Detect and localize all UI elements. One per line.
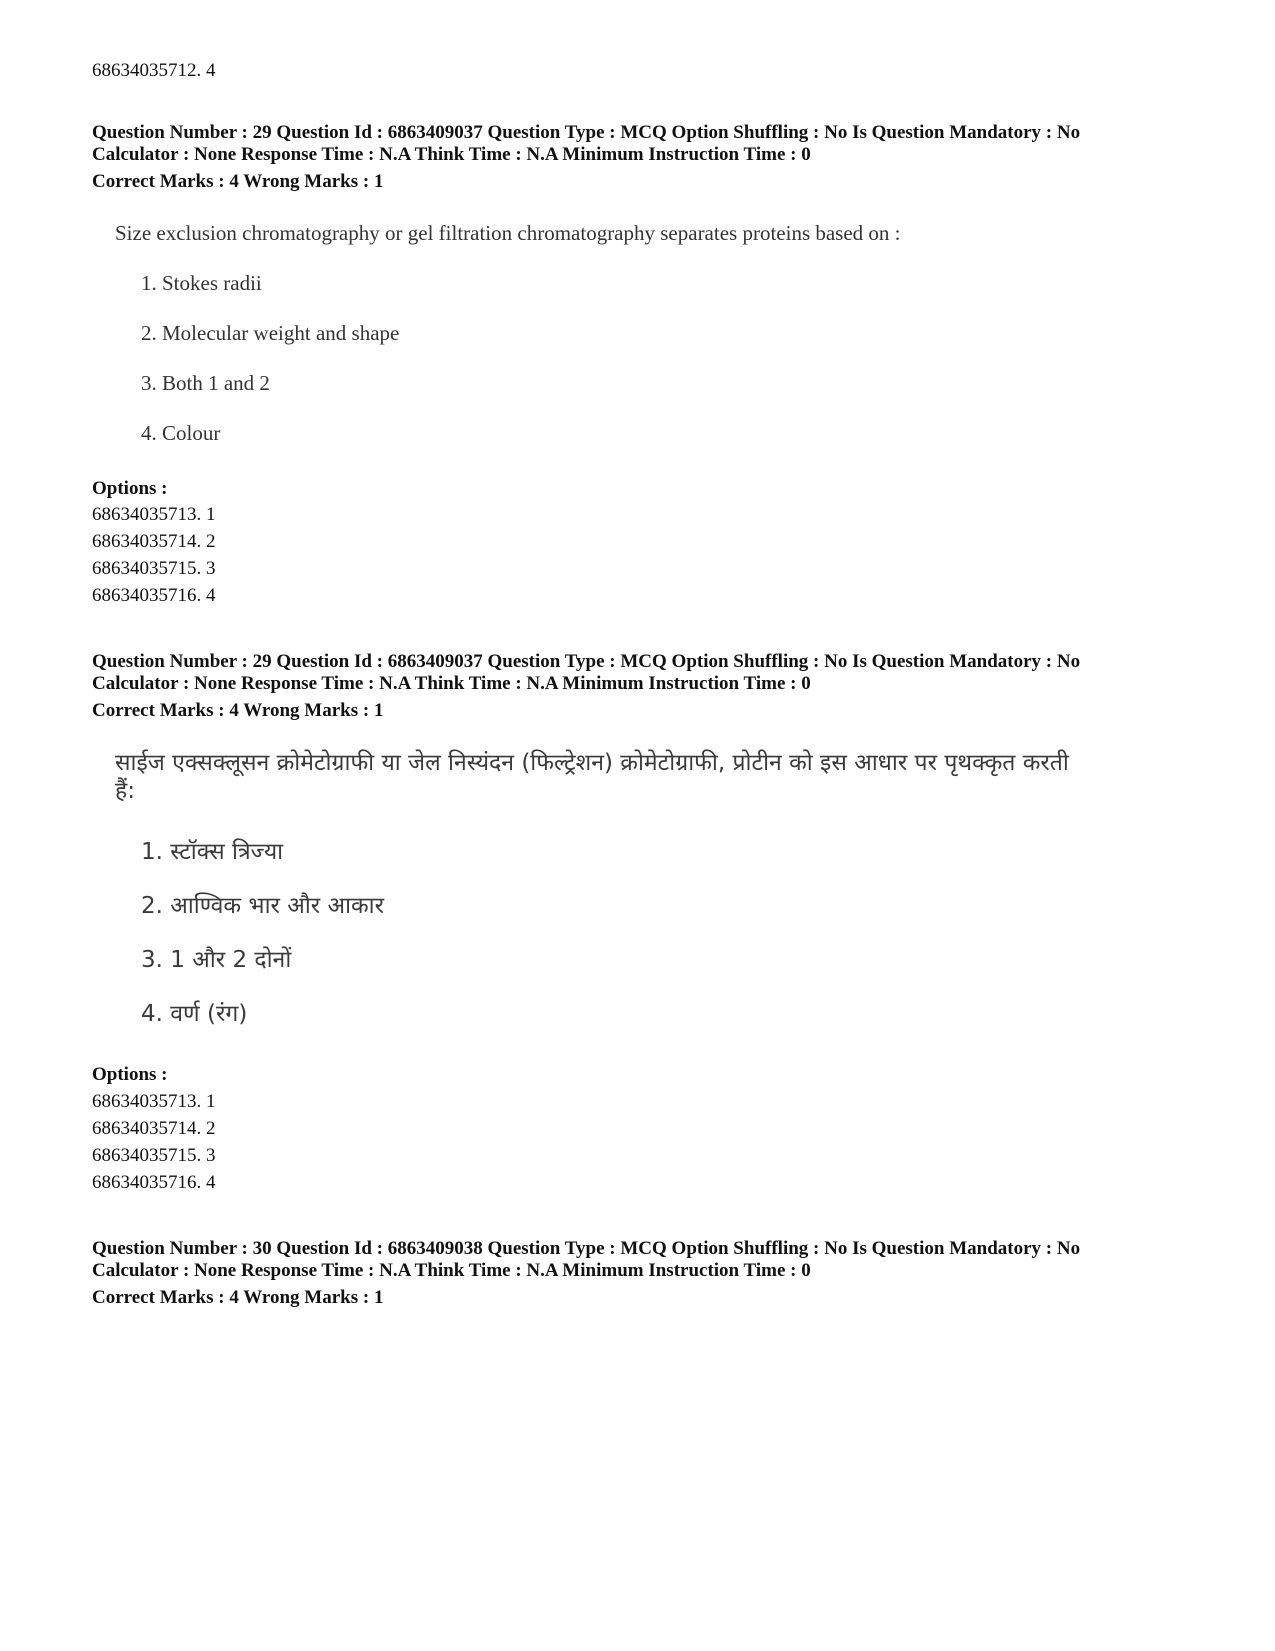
option-id-2: 68634035714. 2 xyxy=(92,1118,216,1139)
question-header-line1: Question Number : 29 Question Id : 6863409037 Question Type : MCQ Option Shuffling : No Is Question Mandatory : No xyxy=(92,122,1081,143)
question-marks: Correct Marks : 4 Wrong Marks : 1 xyxy=(92,1287,384,1308)
question-header-line2: Calculator : None Response Time : N.A Think Time : N.A Minimum Instruction Time : 0 xyxy=(92,144,811,165)
options-label: Options : xyxy=(92,478,168,499)
previous-option-tail: 68634035712. 4 xyxy=(92,60,216,81)
question-marks: Correct Marks : 4 Wrong Marks : 1 xyxy=(92,171,384,192)
options-label: Options : xyxy=(92,1064,168,1085)
question-text-line2: हैं: xyxy=(115,778,135,804)
question-text: Size exclusion chromatography or gel filtration chromatography separates proteins based on : xyxy=(115,221,901,245)
option-id-1: 68634035713. 1 xyxy=(92,1091,216,1112)
option-id-4: 68634035716. 4 xyxy=(92,1172,216,1193)
choice-1: 1. स्टॉक्स त्रिज्या xyxy=(141,839,284,865)
choice-4: 4. Colour xyxy=(141,421,221,445)
question-marks: Correct Marks : 4 Wrong Marks : 1 xyxy=(92,700,384,721)
option-id-3: 68634035715. 3 xyxy=(92,1145,216,1166)
question-text-line1: साईज एक्सक्लूसन क्रोमेटोग्राफी या जेल निस्यंदन (फिल्ट्रेशन) क्रोमेटोग्राफी, प्रोटीन को इस आधार पर पृथक्कृत करती xyxy=(115,750,1069,776)
question-header-line1: Question Number : 29 Question Id : 6863409037 Question Type : MCQ Option Shuffling : No Is Question Mandatory : No xyxy=(92,651,1081,672)
choice-1: 1. Stokes radii xyxy=(141,271,262,295)
question-header-line1: Question Number : 30 Question Id : 6863409038 Question Type : MCQ Option Shuffling : No Is Question Mandatory : No xyxy=(92,1238,1081,1259)
option-id-2: 68634035714. 2 xyxy=(92,531,216,552)
question-header-line2: Calculator : None Response Time : N.A Think Time : N.A Minimum Instruction Time : 0 xyxy=(92,1260,811,1281)
question-header-line2: Calculator : None Response Time : N.A Think Time : N.A Minimum Instruction Time : 0 xyxy=(92,673,811,694)
choice-3: 3. 1 और 2 दोनों xyxy=(141,947,292,973)
option-id-3: 68634035715. 3 xyxy=(92,558,216,579)
option-id-1: 68634035713. 1 xyxy=(92,504,216,525)
choice-2: 2. Molecular weight and shape xyxy=(141,321,400,345)
option-id-4: 68634035716. 4 xyxy=(92,585,216,606)
choice-2: 2. आण्विक भार और आकार xyxy=(141,893,385,919)
choice-4: 4. वर्ण (रंग) xyxy=(141,1001,248,1027)
choice-3: 3. Both 1 and 2 xyxy=(141,371,270,395)
